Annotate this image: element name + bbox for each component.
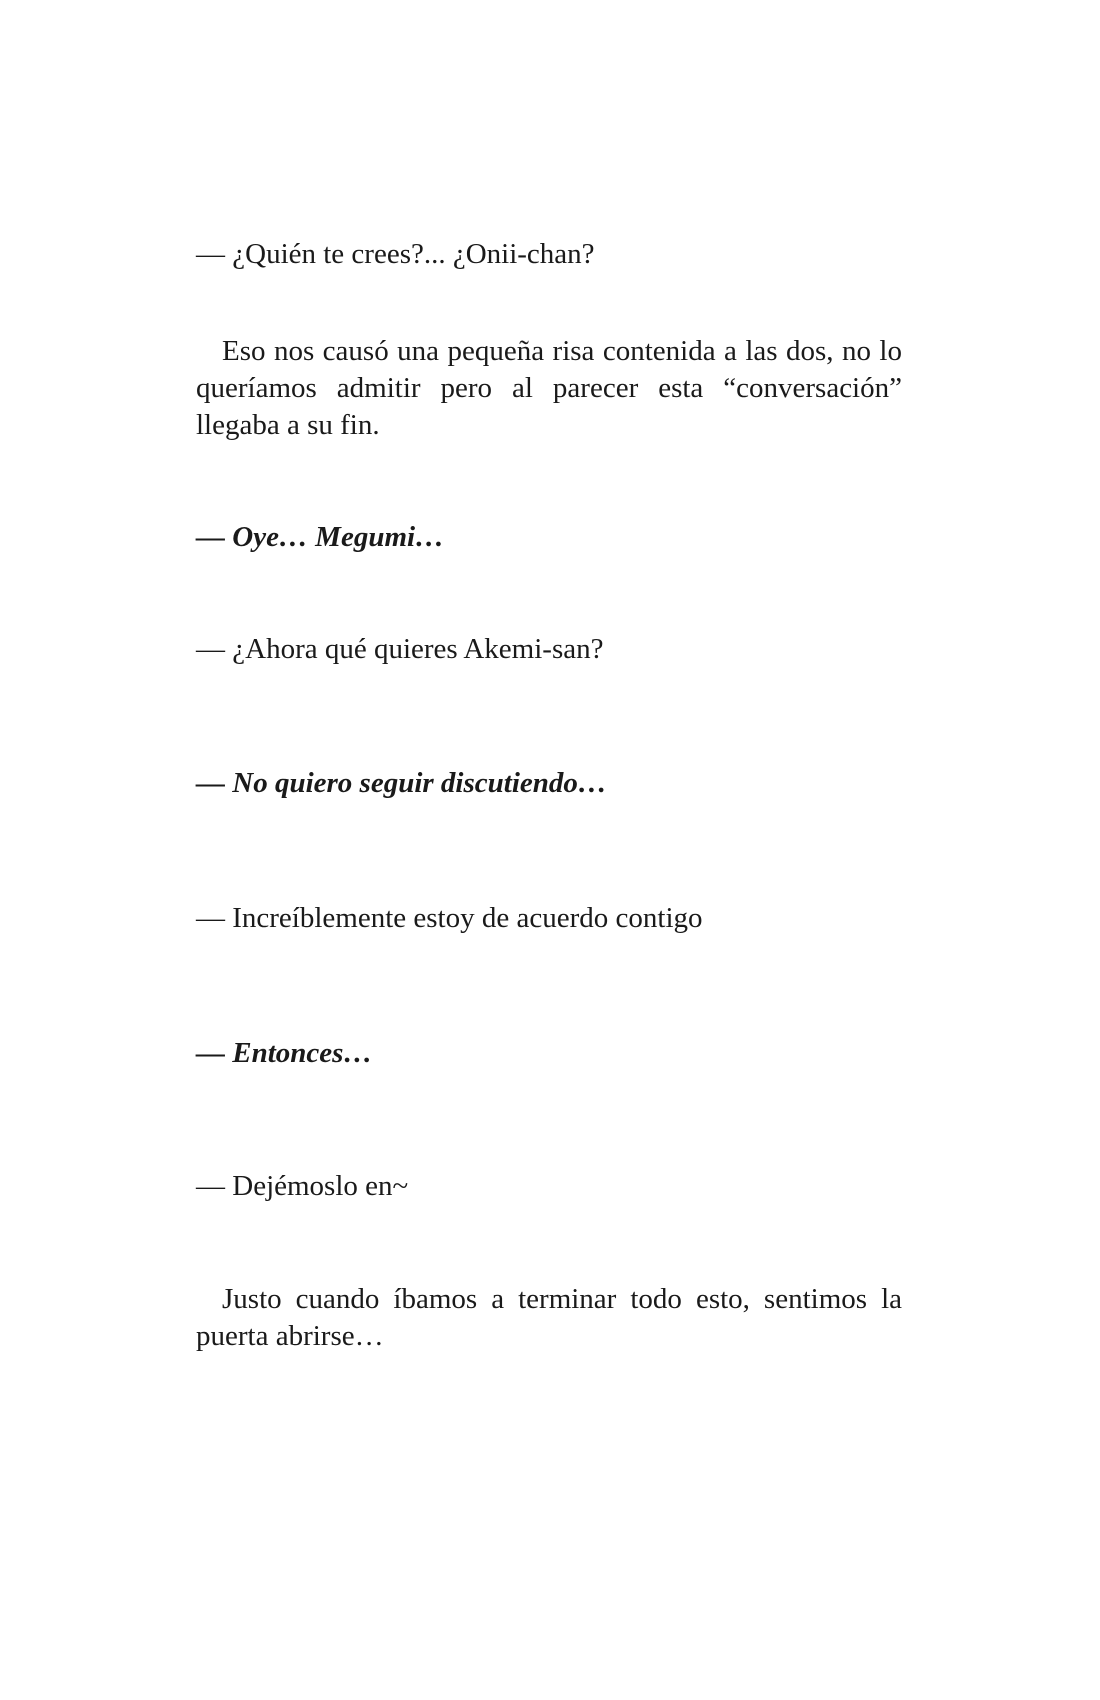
narrative-paragraph: Justo cuando íbamos a terminar todo esto, sentimos la puerta abrirse… [196,1283,902,1352]
dialogue-line: — ¿Quién te crees?... ¿Onii-chan? [196,238,595,270]
dialogue-line: — Oye… Megumi… [196,521,445,553]
dialogue-line: — ¿Ahora qué quieres Akemi-san? [196,633,604,665]
dialogue-line: — Increíblemente estoy de acuerdo contigo [196,902,703,934]
narrative-paragraph: Eso nos causó una pequeña risa contenida a las dos, no lo queríamos admitir pero al parecer esta “conversación” llegaba a su fin. [196,335,902,441]
dialogue-line: — Dejémoslo en~ [196,1170,409,1202]
dialogue-line: — No quiero seguir discutiendo… [196,767,607,799]
dialogue-line: — Entonces… [196,1037,373,1069]
